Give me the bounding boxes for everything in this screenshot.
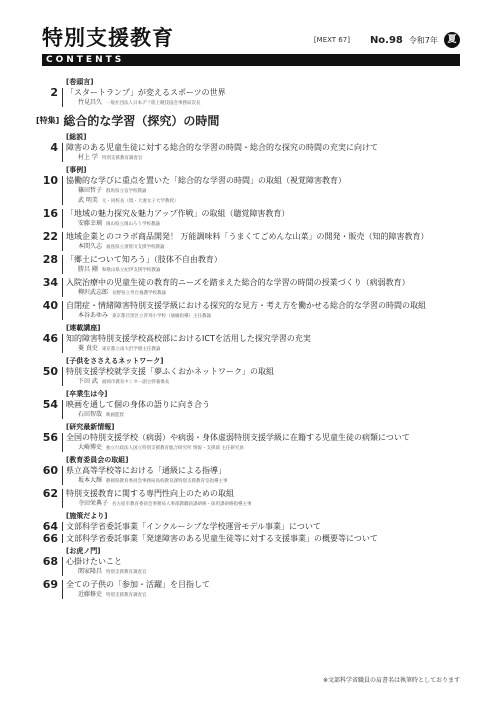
issue-info [314,32,460,48]
author-name: 大崎博史 [78,444,103,451]
toc-entry[interactable] [36,300,476,321]
entry-rule [62,522,63,531]
page-number: 28 [42,253,58,266]
author-name: 近藤修史 [78,591,103,598]
entry-rule [62,534,63,543]
author-affiliation: 特別支援教育調査官 [106,570,147,575]
contents-bar [42,54,460,66]
author-name: 竹見昌久 [78,99,103,106]
entry-title[interactable]: 「地域の魅力探究＆魅力アップ作戦」の取組（聴覚障害教育） [66,209,290,218]
author-name: 石田智哉 [78,411,103,418]
author-affiliation: 静岡県教育委員会事務局高校教育課特別支援教育室指導主事 [106,479,228,484]
author-name: 関家隆昌 [78,568,103,575]
entry-title[interactable]: 「スタートランプ」が変えるスポーツの世界 [66,88,226,97]
author-name: 武 明美 [78,197,98,204]
toc-section [36,324,476,354]
page-number: 69 [42,578,58,591]
entry-rule [62,557,63,576]
toc-entry[interactable] [36,399,476,420]
entry-author [78,377,476,387]
toc-entry[interactable] [36,333,476,354]
feature-title: 総合的な学習（探究）の時間 [63,114,220,128]
entry-title[interactable]: 障害のある児童生徒に対する総合的な学習の時間・総合的な探究の時間の充実に向けて [66,143,378,152]
entry-title[interactable]: 「郷土について知ろう」（肢体不自由教育） [66,255,222,264]
author-affiliation: 一般社団法人日本デフ陸上競技協会事務局次長 [106,101,201,106]
entry-author [78,153,476,163]
footer-note: ※文部科学省職員の肩書名は執筆時としております [322,677,460,684]
entry-rule [62,580,63,599]
author-name: 村上 学 [78,154,98,161]
toc-entry[interactable] [36,175,476,206]
author-affiliation: 和歌山県立紀伊支援学校教諭 [101,268,161,273]
entry-rule [62,232,63,251]
entry-title[interactable]: 特別支援学校就学支援「夢ふくおかネットワーク」の取組 [66,367,274,376]
author-name: 下田 武 [78,378,98,385]
entry-rule [62,176,63,205]
toc-section [36,512,476,544]
author-affiliation: 群馬県立盲学校教諭 [106,189,147,194]
contents-label: CONTENTS [46,55,125,65]
entry-rule [62,466,63,485]
entry-rule [62,433,63,452]
entry-author [78,311,476,321]
entry-title[interactable]: 全ての子供の「参加・活躍」を目指して [66,580,210,589]
entry-title[interactable]: 地域企業とのコラボ商品開発！ 万能調味料「うまくてごめんな山菜」の開発・販売（知的障害教育） [66,232,429,241]
issue-number: No.98 [369,34,403,46]
section-label: [連載講座] [66,324,101,332]
entry-title[interactable]: 特別支援教育に関する専門性向上のための取組 [66,489,234,498]
toc-entry[interactable] [36,533,476,544]
section-label: [巻頭言] [66,78,94,86]
entry-author [78,98,476,108]
author-affiliation: 元・同校長（現・大妻女子大学教授） [101,199,179,204]
page-number: 2 [50,86,58,99]
entry-author [78,567,476,577]
page-number: 56 [42,431,58,444]
section-label: [子供をささえるネットワーク] [66,357,164,365]
entry-rule [62,255,63,274]
toc-section [36,547,476,600]
table-of-contents [36,78,476,603]
entry-author [78,410,476,420]
author-affiliation: 独立行政法人国立特別支援教育総合研究所 情報・支援部 主任研究員 [106,446,244,451]
entry-title[interactable]: 知的障害特別支援学校高校部におけるICTを活用した探究学習の充実 [66,334,311,343]
toc-section [36,423,476,453]
entry-author [78,196,476,206]
entry-rule [62,88,63,107]
author-name: 安藤幸璃 [78,220,103,227]
mext-number: [MEXT 67] [313,36,350,44]
toc-entry[interactable] [36,432,476,453]
entry-rule [62,143,63,162]
page-number: 4 [50,141,58,154]
page-number: 22 [42,230,58,243]
entry-author [78,476,476,486]
author-name: 柳沢武志郎 [78,289,109,296]
entry-author [78,590,476,600]
page-number: 60 [42,464,58,477]
entry-author [78,288,476,298]
toc-section [36,166,476,321]
masthead [42,22,460,72]
toc-section [36,133,476,163]
author-name: 寺田栄典子 [78,500,109,507]
entry-rule [62,489,63,508]
entry-title[interactable]: 文部科学省委託事業「発達障害のある児童生徒等に対する支援事業」の概要等について [66,534,378,543]
entry-rule [62,367,63,386]
magazine-title: 特別支援教育 [42,26,174,50]
toc-entry[interactable] [36,579,476,600]
author-affiliation: 映画監督 [106,413,125,418]
section-label: [卒業生は今] [66,390,108,398]
section-label: [お虎ノ門] [66,547,101,555]
toc-entry[interactable] [36,142,476,163]
author-affiliation: 福岡市教育センター副主幹兼係長 [101,380,170,385]
page-number: 10 [42,174,58,187]
page-number: 16 [42,207,58,220]
author-affiliation: 東京都立南大沢学園主任教諭 [101,347,161,352]
author-affiliation: 東京都目黒区立菅刈小学校（通級指導）主任教諭 [112,314,212,319]
toc-section [36,456,476,509]
toc-section [36,78,476,108]
entry-author [78,186,476,196]
page-number: 62 [42,487,58,500]
author-affiliation: 名古屋市教育委員会事務局人事部教職員課研修・採用課研修指導主事 [112,502,252,507]
author-name: 勝呂 剛 [78,266,98,273]
entry-author [78,499,476,509]
feature-tag: [特集] [36,116,60,125]
page-number: 66 [42,532,58,545]
section-label: [施策だより] [66,512,108,520]
page-number: 46 [42,332,58,345]
entry-title[interactable]: 映画を通して個の身体の語りに向き合う [66,400,210,409]
author-name: 坂本大輝 [78,477,103,484]
toc-entry[interactable] [36,556,476,577]
toc-section [36,357,476,387]
toc-entry[interactable] [36,366,476,387]
section-label: [事例] [66,166,87,174]
author-name: 本谷あゆみ [78,312,109,319]
entry-rule [62,334,63,353]
author-affiliation: 長野県立寿台養護学校教諭 [112,291,167,296]
entry-title[interactable]: 心掛けたいこと [66,557,122,566]
entry-rule [62,301,63,320]
entry-rule [62,278,63,297]
entry-title[interactable]: 全国の特別支援学校（病弱）や病弱・身体虚弱特別支援学級に在籍する児童生徒の病類について [66,433,410,442]
toc-entry[interactable] [36,521,476,532]
author-affiliation: 特別支援教育調査官 [106,593,147,598]
entry-author [78,344,476,354]
page-number: 68 [42,555,58,568]
entry-author [78,219,476,229]
entry-title[interactable]: 県立高等学校等における「通級による指導」 [66,466,226,475]
entry-author [78,242,476,252]
entry-author [78,265,476,275]
entry-title[interactable]: 自閉症・情緒障害特別支援学級における探究的な見方・考え方を働かせる総合的な学習の時間の取組 [66,301,426,310]
entry-rule [62,400,63,419]
entry-title[interactable]: 文部科学省委託事業「インクルーシブな学校運営モデル事業」について [66,522,321,531]
entry-title[interactable]: 入院治療中の児童生徒の教育的ニーズを踏まえた総合的な学習の時間の授業づくり（病弱教育） [66,278,410,287]
section-label: [教育委員会の取組] [66,456,129,464]
page-number: 54 [42,398,58,411]
toc-entry[interactable] [36,465,476,486]
entry-author [78,443,476,453]
entry-title[interactable]: 協働的な学びに重点を置いた「総合的な学習の時間」の取組（視覚障害教育） [66,176,346,185]
feature-heading [36,112,476,129]
toc-entry[interactable] [36,208,476,229]
author-name: 本間久志 [78,243,103,250]
toc-entry[interactable] [36,488,476,509]
section-label: [総説] [66,133,87,141]
author-affiliation: 福島県立須賀川支援学校教諭 [106,245,165,250]
section-label: [研究最新情報] [66,423,115,431]
author-affiliation: 岡山県立岡山ろう学校教諭 [106,222,161,227]
page-number: 50 [42,365,58,378]
toc-entry[interactable] [36,254,476,275]
toc-entry[interactable] [36,87,476,108]
page-number: 34 [42,276,58,289]
author-affiliation: 特別支援教育調査官 [101,156,143,161]
toc-section [36,390,476,420]
page-number: 64 [42,520,58,533]
toc-entry[interactable] [36,231,476,252]
entry-rule [62,209,63,228]
author-name: 篠田哲子 [78,187,103,194]
issue-date: 令和7年 [408,35,438,45]
page-number: 40 [42,299,58,312]
toc-entry[interactable] [36,277,476,298]
season-badge: 夏 [444,32,460,48]
author-name: 菱 真史 [78,345,98,352]
